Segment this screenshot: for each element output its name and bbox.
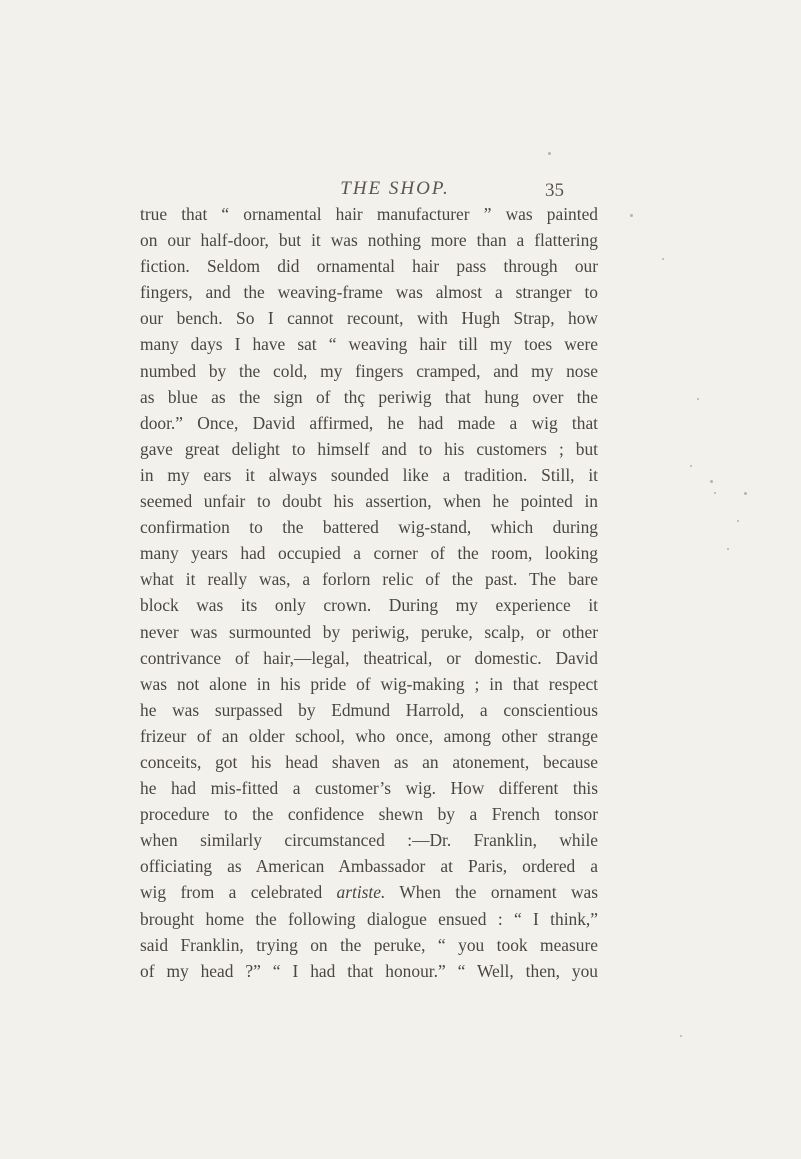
paper-speck [630, 214, 633, 217]
text-line: as blue as the sign of thç periwig that hung over the [140, 386, 598, 407]
text-line: block was its only crown. During my experience it [140, 595, 598, 616]
text-line: when similarly circumstanced :—Dr. Franklin, while [140, 830, 598, 851]
text-line: never was surmounted by periwig, peruke, scalp, or other [140, 621, 598, 642]
text-line: seemed unfair to doubt his assertion, when he pointed in [140, 491, 598, 512]
text-line: said Franklin, trying on the peruke, “ you took measure [140, 934, 598, 955]
text-line: many years had occupied a corner of the room, looking [140, 543, 598, 564]
text-line-mixed [140, 879, 598, 905]
text-line: officiating as American Ambassador at Paris, ordered a [140, 856, 598, 877]
text-line: was not alone in his pride of wig-making ; in that respect [140, 673, 598, 694]
paper-speck [727, 548, 729, 550]
text-line: frizeur of an older school, who once, among other strange [140, 725, 598, 746]
paper-speck [744, 492, 747, 495]
text-line: contrivance of hair,—legal, theatrical, or domestic. David [140, 647, 598, 668]
text-line: in my ears it always sounded like a tradition. Still, it [140, 464, 598, 485]
text-line: what it really was, a forlorn relic of the past. The bare [140, 569, 598, 590]
page-number: 35 [545, 180, 564, 201]
text-line: he was surpassed by Edmund Harrold, a conscientious [140, 699, 598, 720]
running-head: THE SHOP. [340, 178, 450, 199]
paper-speck [690, 465, 692, 467]
text-line: gave great delight to himself and to his customers ; but [140, 438, 598, 459]
paper-speck [737, 520, 739, 522]
text-line: many days I have sat “ weaving hair till my toes were [140, 334, 598, 355]
italic-word: artiste. [336, 882, 386, 903]
paper-speck [680, 1035, 682, 1037]
text-line: of my head ?” “ I had that honour.” “ Well, then, you [140, 960, 598, 981]
text-line: door.” Once, David affirmed, he had made a wig that [140, 412, 598, 433]
text-line: true that “ ornamental hair manufacturer ” was painted [140, 204, 598, 224]
text-segment: When the ornament was [399, 882, 598, 903]
text-line: confirmation to the battered wig-stand, which during [140, 517, 598, 538]
paper-speck [697, 398, 699, 400]
text-line: our bench. So I cannot recount, with Hugh Strap, how [140, 308, 598, 329]
text-line: fiction. Seldom did ornamental hair pass through our [140, 256, 598, 277]
text-line: conceits, got his head shaven as an atonement, because [140, 751, 598, 772]
body-text [140, 201, 598, 984]
text-line: on our half-door, but it was nothing more than a flattering [140, 230, 598, 251]
text-line: procedure to the confidence shewn by a French tonsor [140, 804, 598, 825]
text-line: fingers, and the weaving-frame was almost a stranger to [140, 282, 598, 303]
paper-speck [714, 492, 716, 494]
text-segment: wig from a celebrated [140, 882, 323, 903]
text-line: he had mis-fitted a customer’s wig. How different this [140, 778, 598, 799]
paper-speck [662, 258, 664, 260]
text-line: numbed by the cold, my fingers cramped, and my nose [140, 360, 598, 381]
paper-speck [548, 152, 551, 155]
paper-speck [710, 480, 713, 483]
text-line: brought home the following dialogue ensued : “ I think,” [140, 908, 598, 929]
